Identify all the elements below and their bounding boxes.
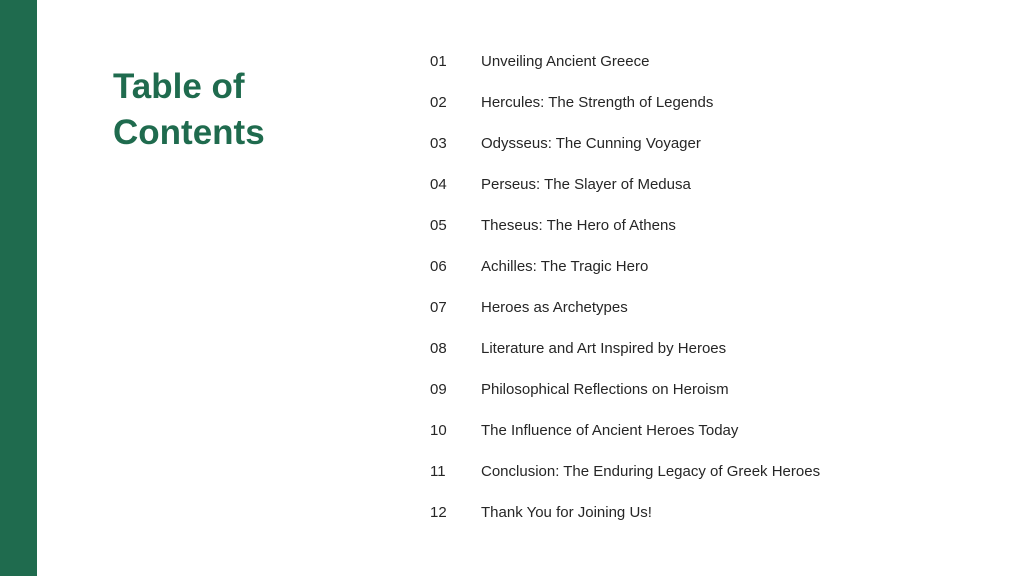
toc-item-label: Philosophical Reflections on Heroism xyxy=(481,381,729,398)
title-line-1: Table of xyxy=(113,67,245,106)
toc-item-number: 06 xyxy=(430,258,447,275)
toc-item xyxy=(430,410,990,451)
toc-item-label: Theseus: The Hero of Athens xyxy=(481,217,676,234)
toc-item xyxy=(430,123,990,164)
toc-item xyxy=(430,164,990,205)
toc-item xyxy=(430,205,990,246)
toc-item xyxy=(430,246,990,287)
table-of-contents-list xyxy=(430,41,990,533)
toc-item-label: Heroes as Archetypes xyxy=(481,299,628,316)
toc-item-number: 05 xyxy=(430,217,447,234)
toc-item-number: 08 xyxy=(430,340,447,357)
toc-item xyxy=(430,492,990,533)
toc-item-number: 12 xyxy=(430,504,447,521)
toc-item xyxy=(430,287,990,328)
toc-item-number: 09 xyxy=(430,381,447,398)
toc-item-label: Thank You for Joining Us! xyxy=(481,504,652,521)
page-title xyxy=(113,64,373,156)
toc-item-number: 10 xyxy=(430,422,447,439)
toc-item-label: Achilles: The Tragic Hero xyxy=(481,258,649,275)
toc-item-label: Odysseus: The Cunning Voyager xyxy=(481,135,701,152)
title-line-2: Contents xyxy=(113,113,265,152)
toc-item-number: 02 xyxy=(430,94,447,111)
toc-item-label: Perseus: The Slayer of Medusa xyxy=(481,176,691,193)
toc-item xyxy=(430,328,990,369)
toc-item xyxy=(430,451,990,492)
toc-item xyxy=(430,369,990,410)
toc-item-number: 07 xyxy=(430,299,447,316)
toc-item xyxy=(430,41,990,82)
toc-item-label: Conclusion: The Enduring Legacy of Greek Heroes xyxy=(481,463,821,480)
toc-item-number: 03 xyxy=(430,135,447,152)
toc-item-label: Unveiling Ancient Greece xyxy=(481,53,650,70)
toc-item-label: The Influence of Ancient Heroes Today xyxy=(481,422,739,439)
side-accent-bar xyxy=(0,0,37,576)
toc-item-label: Literature and Art Inspired by Heroes xyxy=(481,340,727,357)
toc-item-label: Hercules: The Strength of Legends xyxy=(481,94,714,111)
toc-item xyxy=(430,82,990,123)
toc-item-number: 01 xyxy=(430,53,447,70)
toc-item-number: 04 xyxy=(430,176,447,193)
toc-item-number: 11 xyxy=(430,463,446,480)
